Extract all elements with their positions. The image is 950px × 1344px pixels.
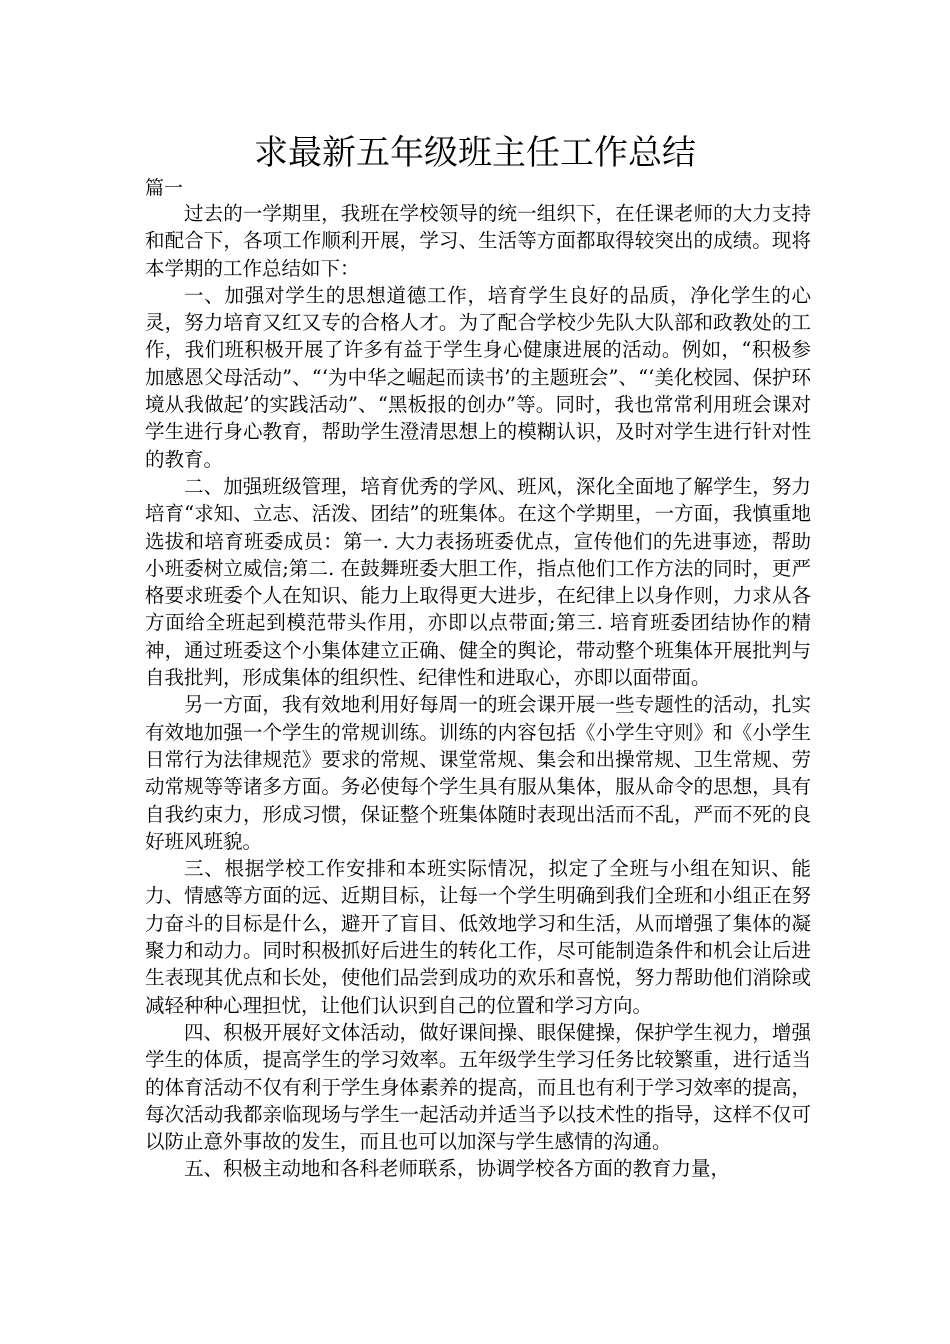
section-label: 篇一	[145, 177, 184, 199]
paragraph-point-5: 五、积极主动地和各科老师联系，协调学校各方面的教育力量，	[184, 1157, 731, 1181]
paragraph-point-2-continued: 另一方面，我有效地利用好每周一的班会课开展一些专题性的活动，扎实有效地加强一个学生的常规训练。训练的内容包括《小学生守则》和《小学生日常行为法律规范》要求的常规、课堂常规、集会和出操常规、卫生常规、劳动常规等等诸多方面。务必使每个学生具有服从集体，服从命令的思想，具有自我约束力，形成习惯，保证整个班集体随时表现出活而不乱，严而不死的良好班风班貌。	[145, 693, 811, 853]
paragraph-intro: 过去的一学期里，我班在学校领导的统一组织下，在任课老师的大力支持和配合下，各项工作顺利开展，学习、生活等方面都取得较突出的成绩。现将本学期的工作总结如下：	[145, 202, 811, 280]
document-title: 求最新五年级班主任工作总结	[254, 133, 696, 173]
document-body	[145, 200, 811, 1183]
paragraph-point-3: 三、根据学校工作安排和本班实际情况，拟定了全班与小组在知识、能力、情感等方面的远、近期目标，让每一个学生明确到我们全班和小组正在努力奋斗的目标是什么，避开了盲目、低效地学习和生活，从而增强了集体的凝聚力和动力。同时积极抓好后进生的转化工作，尽可能制造条件和机会让后进生表现其优点和长处，使他们品尝到成功的欢乐和喜悦，努力帮助他们消除或减轻种种心理担忧，让他们认识到自己的位置和学习方向。	[145, 857, 811, 1017]
paragraph-point-1: 一、加强对学生的思想道德工作，培育学生良好的品质，净化学生的心灵，努力培育又红又专的合格人才。为了配合学校少先队大队部和政教处的工作，我们班积极开展了许多有益于学生身心健康进展的活动。例如，“积极参加感恩父母活动”、“‘为中华之崛起而读书’的主题班会”、“‘美化校园、保护环境从我做起’的实践活动”、“黑板报的创办”等。同时，我也常常利用班会课对学生进行身心教育，帮助学生澄清思想上的模糊认识，及时对学生进行针对性的教育。	[145, 283, 811, 471]
paragraph-point-4: 四、积极开展好文体活动，做好课间操、眼保健操，保护学生视力，增强学生的体质，提高学生的学习效率。五年级学生学习任务比较繁重，进行适当的体育活动不仅有利于学生身体素养的提高，而且也有利于学习效率的提高，每次活动我都亲临现场与学生一起活动并适当予以技术性的指导，这样不仅可以防止意外事故的发生，而且也可以加深与学生感情的沟通。	[145, 1020, 811, 1154]
paragraph-point-2: 二、加强班级管理，培育优秀的学风、班风，深化全面地了解学生，努力培育“求知、立志、活泼、团结”的班集体。在这个学期里，一方面，我慎重地选拔和培育班委成员：第一. 大力表扬班委优点，宣传他们的先进事迹，帮助小班委树立威信;第二. 在鼓舞班委大胆工作，指点他们工作方法的同时，更严格要求班委个人在知识、能力上取得更大进步，在纪律上以身作则，力求从各方面给全班起到模范带头作用，亦即以点带面;第三. 培育班委团结协作的精神，通过班委这个小集体建立正确、健全的舆论，带动整个班集体开展批判与自我批判，形成集体的组织性、纪律性和进取心，亦即以面带面。	[145, 474, 811, 690]
